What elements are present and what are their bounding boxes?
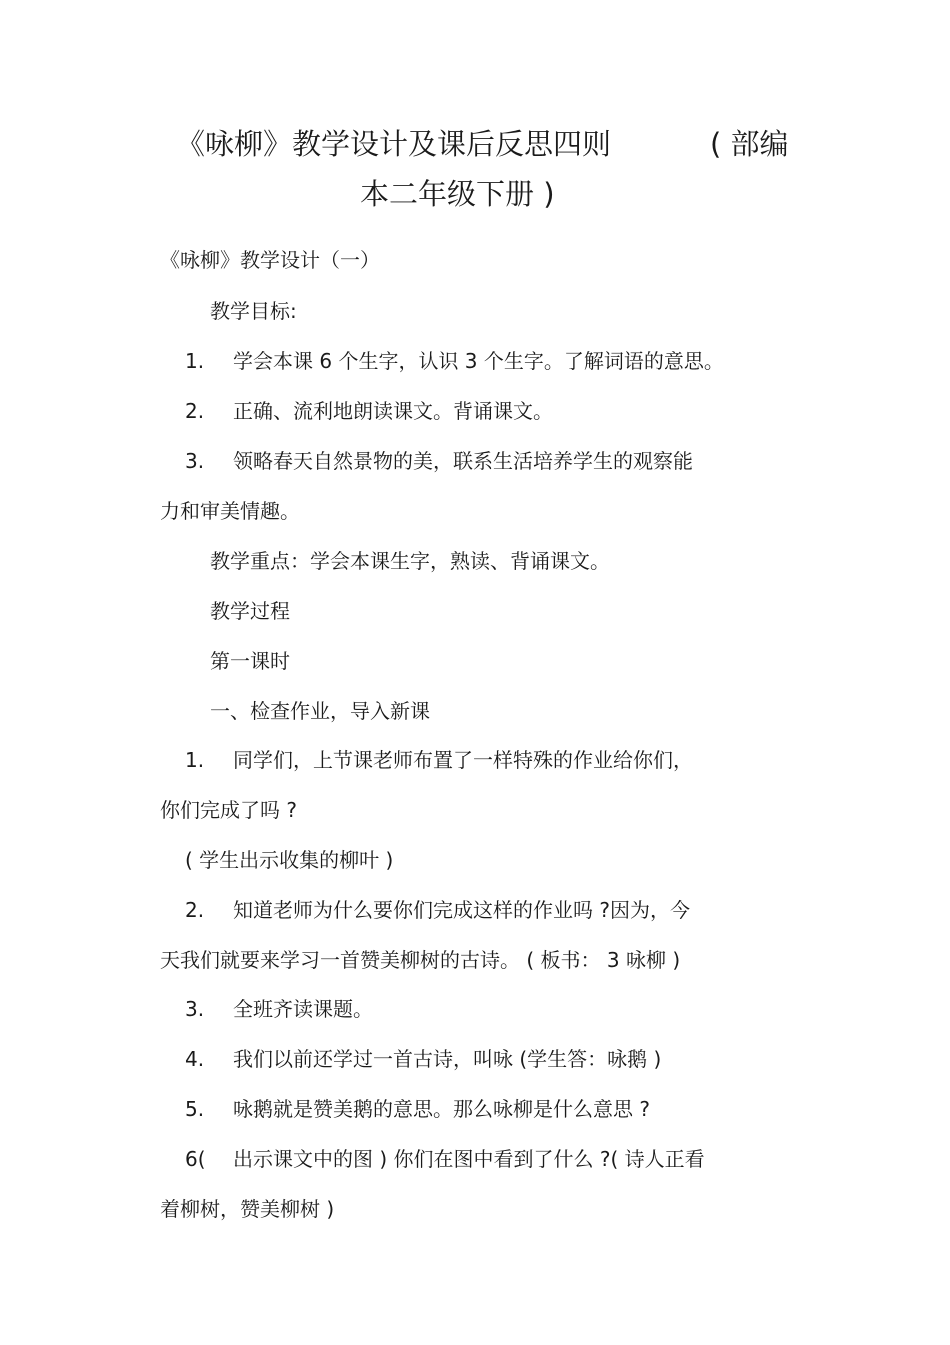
goal-item [185,347,724,375]
step-number: 4. [185,1047,205,1071]
title-main: 《咏柳》教学设计及课后反思四则 [176,127,612,161]
goal-text: 学会本课 6 个生字，认识 3 个生字。了解词语的意思。 [233,349,724,373]
goal-text: 领略春天自然景物的美，联系生活培养学生的观察能 [233,449,693,473]
step-item [185,746,693,774]
step-item [185,1095,650,1123]
step-number: 1. [185,748,205,772]
step-text: 出示课文中的图 ) 你们在图中看到了什么 ?( 诗人正看 [233,1147,705,1171]
goal-number: 2. [185,399,205,423]
key-points: 教学重点：学会本课生字，熟读、背诵课文。 [210,549,610,573]
step-note: ( 学生出示收集的柳叶 ) [185,848,394,872]
step-item [185,1145,705,1173]
step-text: 咏鹅就是赞美鹅的意思。那么咏柳是什么意思 ? [233,1097,650,1121]
step-text: 我们以前还学过一首古诗，叫咏 (学生答：咏鹅 ) [233,1047,662,1071]
step-number: 2. [185,898,205,922]
goal-continued: 力和审美情趣。 [160,499,300,523]
step-continued: 你们完成了吗 ? [160,798,297,822]
step-number: 3. [185,997,205,1021]
step-item [185,896,690,924]
goal-item [185,397,553,425]
step-continued: 天我们就要来学习一首赞美柳树的古诗。 ( 板书： 3 咏柳 ) [160,948,681,972]
title-suffix: ( 部编 [710,127,789,161]
goal-number: 3. [185,449,205,473]
goals-heading: 教学目标: [210,299,297,323]
goal-number: 1. [185,349,205,373]
step-text: 知道老师为什么要你们完成这样的作业吗 ?因为，今 [233,898,690,922]
step-continued: 着柳树，赞美柳树 ) [160,1197,335,1221]
step-heading: 一、检查作业，导入新课 [210,699,430,723]
step-number: 6( [185,1147,206,1171]
lesson-heading: 第一课时 [210,649,290,673]
goal-item [185,447,693,475]
title-continued: 本二年级下册 ) [360,177,555,211]
goal-text: 正确、流利地朗读课文。背诵课文。 [233,399,553,423]
section-heading: 《咏柳》教学设计（一） [160,248,380,272]
step-text: 全班齐读课题。 [233,997,373,1021]
step-item [185,1045,661,1073]
step-text: 同学们，上节课老师布置了一样特殊的作业给你们， [233,748,693,772]
step-number: 5. [185,1097,205,1121]
process-heading: 教学过程 [210,599,290,623]
step-item [185,995,373,1023]
